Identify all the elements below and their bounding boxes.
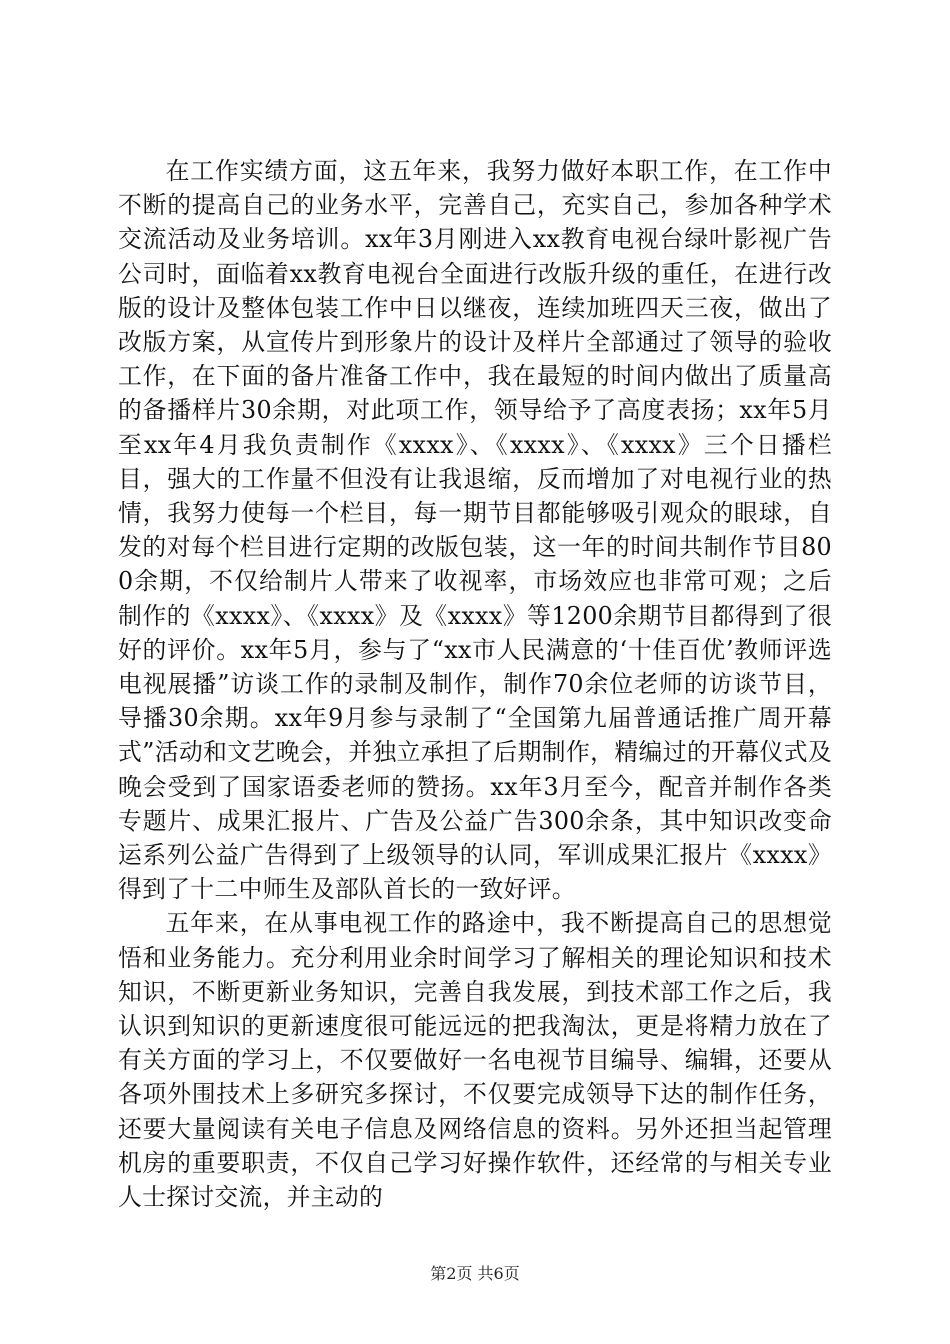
paragraph-self-improvement: 五年来，在从事电视工作的路途中，我不断提高自己的思想觉悟和业务能力。充分利用业余时间学习了解相关的理论知识和技术知识，不断更新业务知识，完善自我发展，到技术部工作之后，我认识到知识的更新速度很可能远远的把我淘汰，更是将精力放在了有关方面的学习上，不仅要做好一名电视节目编导、编辑，还要从各项外围技术上多研究多探讨，不仅要完成领导下达的制作任务，还要大量阅读有关电子信息及网络信息的资料。另外还担当起管理机房的重要职责，不仅自己学习好操作软件，还经常的与相关专业人士探讨交流，并主动的	[118, 909, 832, 1212]
paragraph-work-achievements: 在工作实绩方面，这五年来，我努力做好本职工作，在工作中不断的提高自己的业务水平，完善自己，充实自己，参加各种学术交流活动及业务培训。xx年3月刚进入xx教育电视台绿叶影视广告公司时，面临着xx教育电视台全面进行改版升级的重任，在进行改版的设计及整体包装工作中日以继夜，连续加班四天三夜，做出了改版方案，从宣传片到形象片的设计及样片全部通过了领导的验收工作，在下面的备片准备工作中，我在最短的时间内做出了质量高的备播样片30余期，对此项工作，领导给予了高度表扬；xx年5月至xx年4月我负责制作《xxxx》、《xxxx》、《xxxx》三个日播栏目，强大的工作量不但没有让我退缩，反而增加了对电视行业的热情，我努力使每一个栏目，每一期节目都能够吸引观众的眼球，自发的对每个栏目进行定期的改版包装，这一年的时间共制作节目800余期，不仅给制片人带来了收视率，市场效应也非常可观；之后制作的《xxxx》、《xxxx》及《xxxx》等1200余期节目都得到了很好的评价。xx年5月，参与了“xx市人民满意的‘十佳百优’教师评选电视展播”访谈工作的录制及制作，制作70余位老师的访谈节目，导播30余期。xx年9月参与录制了“全国第九届普通话推广周开幕式”活动和文艺晚会，并独立承担了后期制作，精编过的开幕仪式及晚会受到了国家语委老师的赞扬。xx年3月至今，配音并制作各类专题片、成果汇报片、广告及公益广告300余条，其中知识改变命运系列公益广告得到了上级领导的认同，军训成果汇报片《xxxx》得到了十二中师生及部队首长的一致好评。	[118, 157, 832, 904]
page-footer: 第2页 共6页	[430, 1264, 520, 1283]
document-body	[118, 154, 832, 1214]
